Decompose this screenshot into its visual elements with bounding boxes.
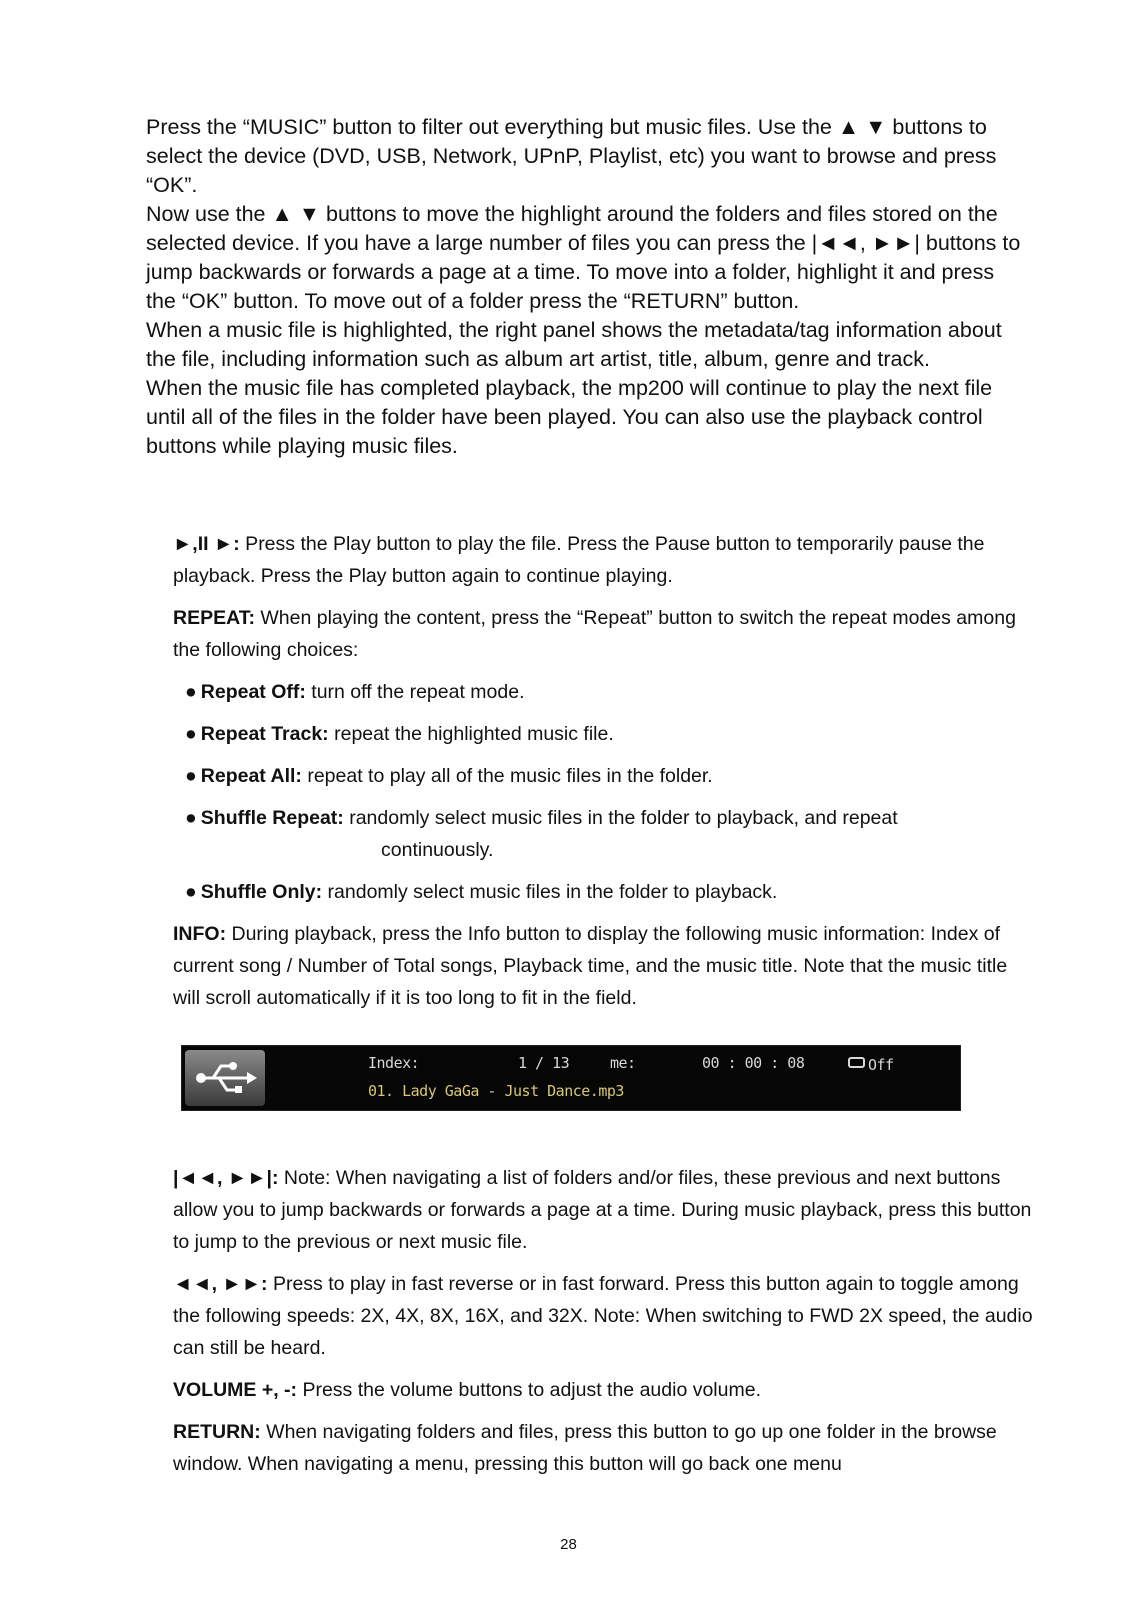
intro-paragraph: Now use the ▲ ▼ buttons to move the highlight around the folders and files stored on the selected device. If you have a large number of files you can press the |◄◄, ►►| buttons to jump backwards or forwards a page at a time. To move into a folder, highlight it and press the “OK” button. To move out of a folder press the “RETURN” button. xyxy=(146,202,1021,313)
intro-paragraph: When a music file is highlighted, the right panel shows the metadata/tag information about the file, including information such as album art artist, title, album, genre and track. xyxy=(146,318,1002,371)
bullet-icon: ● xyxy=(185,881,197,903)
osd-time-label: me: xyxy=(610,1054,636,1072)
volume-label: VOLUME +, -: xyxy=(173,1379,298,1401)
return-text: When navigating folders and files, press this button to go up one folder in the browse window. When navigating a menu, pressing this button will go back one menu xyxy=(173,1421,997,1475)
repeat-icon xyxy=(848,1056,866,1074)
repeat-description xyxy=(173,602,1035,666)
play-pause-description xyxy=(173,528,1035,592)
button-descriptions xyxy=(173,528,1035,1024)
repeat-mode-continuation: continuously. xyxy=(381,839,494,861)
intro-paragraph: Press the “MUSIC” button to filter out everything but music files. Use the ▲ ▼ buttons to select the device (DVD, USB, Network, UPnP, Playlist, etc) you want to browse and press “OK”. xyxy=(146,115,997,197)
fast-forward-label: ◄◄, ►►: xyxy=(173,1273,268,1295)
bullet-icon: ● xyxy=(185,765,197,787)
info-text: During playback, press the Info button to display the following music information: Index of current song / Number of Total songs, Playback time, and the music title. Note that the music title will scroll automatically if it is too long to fit in the field. xyxy=(173,923,1008,1009)
bullet-icon: ● xyxy=(185,723,197,745)
repeat-mode-item xyxy=(173,876,1035,908)
return-label: RETURN: xyxy=(173,1421,261,1443)
page-number: 28 xyxy=(560,1536,577,1553)
repeat-mode-label: Shuffle Only: xyxy=(200,881,323,903)
skip-label: |◄◄, ►►|: xyxy=(173,1167,279,1189)
button-descriptions-continued xyxy=(173,1162,1035,1490)
repeat-mode-item xyxy=(173,676,1035,708)
repeat-label: REPEAT: xyxy=(173,607,255,629)
play-pause-label: ►,II ►: xyxy=(173,533,240,555)
osd-track-title: 01. Lady GaGa - Just Dance.mp3 xyxy=(368,1082,624,1100)
repeat-text: When playing the content, press the “Repeat” button to switch the repeat modes among the following choices: xyxy=(173,607,1016,661)
fast-forward-text: Press to play in fast reverse or in fast forward. Press this button again to toggle among the following speeds: 2X, 4X, 8X, 16X, and 32X. Note: When switching to FWD 2X speed, the audio can still be heard. xyxy=(173,1273,1033,1359)
usb-icon xyxy=(185,1050,265,1106)
repeat-mode-text: repeat to play all of the music files in the folder. xyxy=(301,765,713,787)
repeat-mode-list xyxy=(173,676,1035,908)
repeat-mode-text: turn off the repeat mode. xyxy=(305,681,525,703)
info-label: INFO: xyxy=(173,923,227,945)
repeat-mode-label: Repeat Off: xyxy=(200,681,306,703)
fast-forward-description xyxy=(173,1268,1035,1364)
repeat-mode-item xyxy=(173,802,1035,866)
repeat-mode-label: Repeat All: xyxy=(200,765,302,787)
osd-index-value: 1 / 13 xyxy=(518,1054,570,1072)
info-description xyxy=(173,918,1035,1014)
repeat-mode-label: Shuffle Repeat: xyxy=(200,807,344,829)
play-pause-text: Press the Play button to play the file. Press the Pause button to temporarily pause the playback. Press the Play button again to continue playing. xyxy=(173,533,985,587)
intro-paragraph: When the music file has completed playback, the mp200 will continue to play the next file until all of the files in the folder have been played. You can also use the playback control buttons while playing music files. xyxy=(146,376,993,458)
repeat-mode-text: randomly select music files in the folder to playback, and repeat xyxy=(343,807,898,829)
skip-description xyxy=(173,1162,1035,1258)
repeat-mode-text: randomly select music files in the folder to playback. xyxy=(322,881,778,903)
repeat-mode-text: repeat the highlighted music file. xyxy=(328,723,614,745)
repeat-mode-label: Repeat Track: xyxy=(200,723,329,745)
volume-description xyxy=(173,1374,1035,1406)
info-osd-screenshot xyxy=(181,1045,961,1111)
bullet-icon: ● xyxy=(185,681,197,703)
osd-repeat-status: Off xyxy=(868,1056,894,1074)
bullet-icon: ● xyxy=(185,807,197,829)
repeat-mode-item xyxy=(173,760,1035,792)
volume-text: Press the volume buttons to adjust the audio volume. xyxy=(297,1379,761,1401)
repeat-mode-item xyxy=(173,718,1035,750)
osd-index-label: Index: xyxy=(368,1054,420,1072)
return-description xyxy=(173,1416,1035,1480)
skip-text: Note: When navigating a list of folders and/or files, these previous and next buttons allow you to jump backwards or forwards a page at a time. During music playback, press this button to jump to the previous or next music file. xyxy=(173,1167,1032,1253)
intro-section xyxy=(146,113,1026,461)
osd-time-value: 00 : 00 : 08 xyxy=(702,1054,805,1072)
